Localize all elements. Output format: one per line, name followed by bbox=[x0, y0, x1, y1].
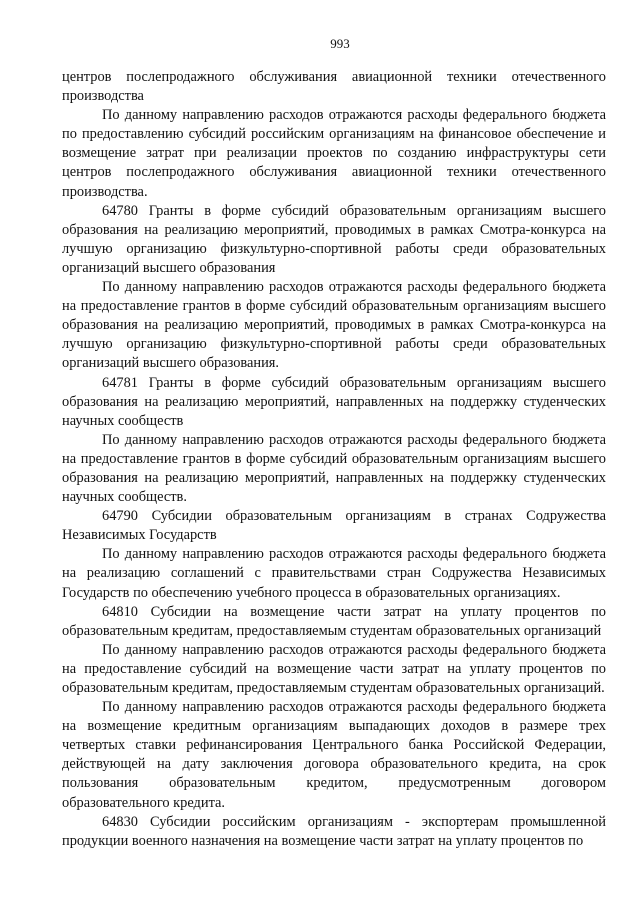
paragraph-heading-64781: 64781 Гранты в форме субсидий образовательным организациям высшего образования на реализацию мероприятий, направленных на поддержку студенческих научных сообществ bbox=[62, 374, 606, 429]
paragraph-heading-64830: 64830 Субсидии российским организациям - экспортерам промышленной продукции военного назначения на возмещение части затрат на уплату процентов по bbox=[62, 813, 606, 849]
paragraph-description: По данному направлению расходов отражаются расходы федерального бюджета на предоставление грантов в форме субсидий образовательным организациям высшего образования на реализацию мероприятий, направленных на поддержку студенческих научных сообществ. bbox=[62, 431, 606, 506]
paragraph-description: По данному направлению расходов отражаются расходы федерального бюджета на возмещение кредитным организациям выпадающих доходов в размере трех четвертых ставки рефинансирования Центрального банка Российской Федерации, действующей на дату заключения договора образовательного кредита, на срок пользования образовательным кредитом, предусмотренным договором образовательного кредита. bbox=[62, 699, 606, 811]
paragraph-heading-64790: 64790 Субсидии образовательным организациям в странах Содружества Независимых Государств bbox=[62, 508, 606, 544]
paragraph-heading-64780: 64780 Гранты в форме субсидий образовательным организациям высшего образования на реализацию мероприятий, проводимых в рамках Смотра-конкурса на лучшую организацию физкультурно-спортивной работы среди образовательных организаций высшего образования bbox=[62, 202, 606, 276]
paragraph-description: По данному направлению расходов отражаются расходы федерального бюджета на предоставление грантов в форме субсидий образовательным организациям высшего образования на реализацию мероприятий, проводимых в рамках Смотра-конкурса на лучшую организацию физкультурно-спортивной работы среди образовательных организаций высшего образования. bbox=[62, 279, 606, 372]
page-number: 993 bbox=[330, 36, 350, 51]
paragraph-description: По данному направлению расходов отражаются расходы федерального бюджета по предоставлению субсидий российским организациям на финансовое обеспечение и возмещение затрат при реализации проектов по созданию инфраструктуры сети центров послепродажного обслуживания авиационной техники отечественного производства. bbox=[62, 107, 606, 200]
paragraph-heading-64810: 64810 Субсидии на возмещение части затрат на уплату процентов по образовательным кредитам, предоставляемым студентам образовательных организаций bbox=[62, 603, 606, 639]
paragraph-continuation: центров послепродажного обслуживания авиационной техники отечественного производства bbox=[62, 69, 606, 105]
paragraph-description: По данному направлению расходов отражаются расходы федерального бюджета на реализацию соглашений с правительствами стран Содружества Независимых Государств по обеспечению учебного процесса в образовательных организациях. bbox=[62, 546, 606, 601]
paragraph-description: По данному направлению расходов отражаются расходы федерального бюджета на предоставление субсидий на возмещение части затрат на уплату процентов по образовательным кредитам, предоставляемым студентам образовательных организаций. bbox=[62, 641, 606, 696]
